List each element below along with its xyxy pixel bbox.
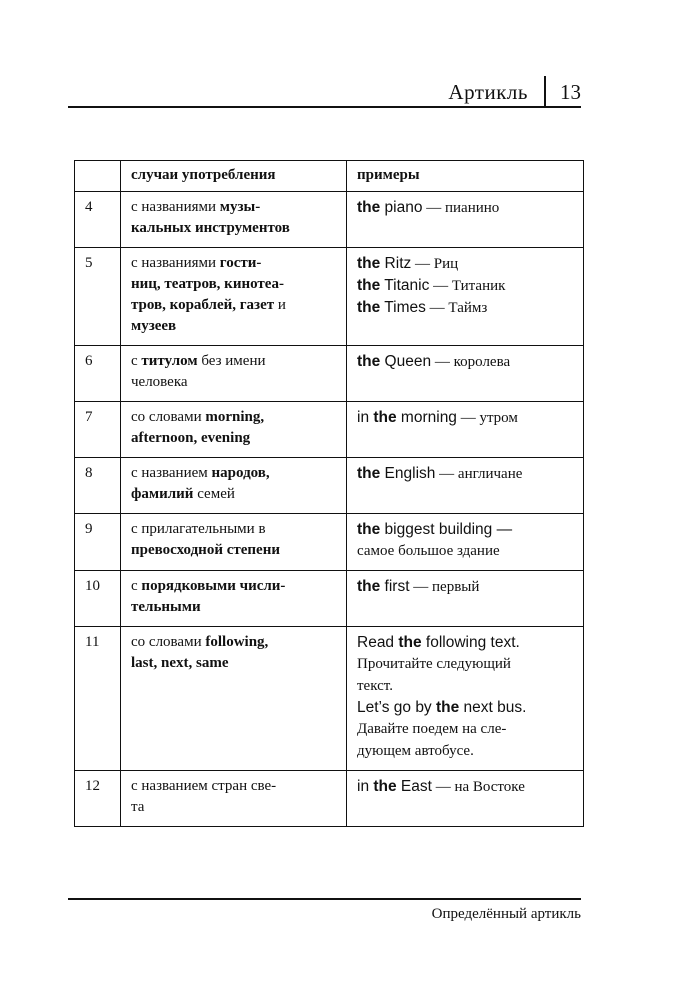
text-run: с прилагательными в bbox=[131, 521, 266, 537]
example-line bbox=[357, 740, 575, 762]
bold-term: народов, bbox=[211, 465, 270, 481]
example-line bbox=[357, 297, 575, 319]
table-row bbox=[75, 514, 584, 571]
table-row bbox=[75, 192, 584, 248]
bold-term: the bbox=[357, 299, 381, 316]
table-row bbox=[75, 458, 584, 514]
bold-term: превосходной степени bbox=[131, 542, 280, 558]
row-number: 9 bbox=[75, 514, 121, 571]
bold-term: the bbox=[357, 465, 381, 482]
row-number: 10 bbox=[75, 571, 121, 627]
example-line bbox=[357, 653, 575, 675]
bold-term: last, next, same bbox=[131, 655, 229, 671]
example-line bbox=[357, 675, 575, 697]
table-row bbox=[75, 627, 584, 771]
text-run: Прочитайте следующий bbox=[357, 656, 511, 672]
example-line bbox=[357, 776, 575, 798]
text-run: — Риц bbox=[411, 256, 459, 272]
text-run: та bbox=[131, 799, 145, 815]
text-run: с названием bbox=[131, 465, 212, 481]
text-run: с названиями bbox=[131, 255, 220, 271]
text-run: — англичане bbox=[435, 466, 523, 482]
text-run: — пианино bbox=[422, 200, 500, 216]
usage-examples bbox=[347, 771, 584, 827]
bold-term: the bbox=[373, 778, 397, 795]
chapter-title: Артикль bbox=[448, 80, 528, 104]
bold-term: тельными bbox=[131, 599, 201, 615]
row-number: 11 bbox=[75, 627, 121, 771]
example-line bbox=[357, 197, 575, 219]
text-run: in bbox=[357, 778, 374, 795]
article-usage-table bbox=[74, 160, 584, 827]
text-run: Let’s go by bbox=[357, 699, 436, 716]
text-run: — королева bbox=[431, 354, 511, 370]
bold-term: the bbox=[357, 353, 381, 370]
text-run: семей bbox=[193, 486, 235, 502]
usage-case bbox=[121, 627, 347, 771]
text-run: с названием стран све- bbox=[131, 778, 277, 794]
text-run: Read bbox=[357, 634, 399, 651]
usage-case bbox=[121, 346, 347, 402]
text-run: in bbox=[357, 409, 374, 426]
text-run: Давайте поедем на сле- bbox=[357, 721, 507, 737]
text-run: с bbox=[131, 578, 142, 594]
bold-term: порядковыми числи- bbox=[141, 578, 286, 594]
bold-term: титулом bbox=[141, 353, 198, 369]
header-examples: примеры bbox=[347, 161, 584, 192]
bold-term: the bbox=[357, 521, 381, 538]
text-run: — утром bbox=[456, 410, 518, 426]
usage-examples bbox=[347, 402, 584, 458]
running-footer: Определённый артикль bbox=[431, 906, 581, 922]
usage-examples bbox=[347, 458, 584, 514]
text-run: piano bbox=[380, 199, 423, 216]
row-number: 8 bbox=[75, 458, 121, 514]
bold-term: музеев bbox=[131, 318, 177, 334]
example-line bbox=[357, 718, 575, 740]
example-line bbox=[357, 407, 575, 429]
usage-case bbox=[121, 514, 347, 571]
text-run: с названиями bbox=[131, 199, 220, 215]
example-line bbox=[357, 576, 575, 598]
bold-term: the bbox=[398, 634, 422, 651]
page-number: 13 bbox=[560, 80, 581, 104]
example-line bbox=[357, 351, 575, 373]
header-rule bbox=[68, 106, 581, 108]
row-number: 4 bbox=[75, 192, 121, 248]
text-run: со словами bbox=[131, 634, 206, 650]
example-line bbox=[357, 253, 575, 275]
table-row bbox=[75, 248, 584, 346]
usage-examples bbox=[347, 248, 584, 346]
example-line bbox=[357, 540, 575, 562]
bold-term: ниц, театров, кинотеа- bbox=[131, 276, 284, 292]
example-line bbox=[357, 632, 575, 653]
usage-case bbox=[121, 402, 347, 458]
text-run: — на Востоке bbox=[431, 779, 525, 795]
usage-examples bbox=[347, 346, 584, 402]
text-run: following text. bbox=[421, 634, 520, 651]
text-run: Ritz bbox=[380, 255, 412, 272]
table-row bbox=[75, 771, 584, 827]
bold-term: the bbox=[373, 409, 397, 426]
text-run: человека bbox=[131, 374, 188, 390]
bold-term: afternoon, evening bbox=[131, 430, 251, 446]
usage-case bbox=[121, 458, 347, 514]
text-run: biggest building — bbox=[380, 521, 513, 538]
text-run: Titanic bbox=[380, 277, 430, 294]
bold-term: гости- bbox=[219, 255, 262, 271]
example-line bbox=[357, 697, 575, 718]
bold-term: the bbox=[436, 699, 460, 716]
footer-rule bbox=[68, 898, 581, 900]
bold-term: фамилий bbox=[131, 486, 194, 502]
example-line bbox=[357, 275, 575, 297]
text-run: и bbox=[274, 297, 286, 313]
bold-term: the bbox=[357, 255, 381, 272]
table-row bbox=[75, 571, 584, 627]
bold-term: кальных инструментов bbox=[131, 220, 290, 236]
text-run: Times bbox=[380, 299, 426, 316]
text-run: first bbox=[380, 578, 410, 595]
running-header bbox=[68, 74, 581, 108]
text-run: со словами bbox=[131, 409, 206, 425]
bold-term: morning, bbox=[205, 409, 265, 425]
text-run: с bbox=[131, 353, 142, 369]
bold-term: the bbox=[357, 578, 381, 595]
row-number: 12 bbox=[75, 771, 121, 827]
row-number: 5 bbox=[75, 248, 121, 346]
text-run: English bbox=[380, 465, 436, 482]
usage-case bbox=[121, 771, 347, 827]
usage-examples bbox=[347, 514, 584, 571]
example-line bbox=[357, 519, 575, 540]
text-run: без имени bbox=[197, 353, 266, 369]
header-cases: случаи употребления bbox=[121, 161, 347, 192]
row-number: 6 bbox=[75, 346, 121, 402]
text-run: Queen bbox=[380, 353, 432, 370]
row-number: 7 bbox=[75, 402, 121, 458]
usage-case bbox=[121, 571, 347, 627]
text-run: morning bbox=[396, 409, 457, 426]
text-run: — Титаник bbox=[429, 278, 506, 294]
example-line bbox=[357, 463, 575, 485]
bold-term: музы- bbox=[219, 199, 261, 215]
bold-term: following, bbox=[205, 634, 269, 650]
bold-term: the bbox=[357, 199, 381, 216]
usage-case bbox=[121, 192, 347, 248]
usage-examples bbox=[347, 571, 584, 627]
usage-examples bbox=[347, 627, 584, 771]
usage-examples bbox=[347, 192, 584, 248]
usage-case bbox=[121, 248, 347, 346]
table-body bbox=[75, 192, 584, 827]
text-run: текст. bbox=[357, 678, 393, 694]
text-run: — первый bbox=[409, 579, 480, 595]
text-run: дующем автобусе. bbox=[357, 743, 474, 759]
header-num bbox=[75, 161, 121, 192]
table-row bbox=[75, 402, 584, 458]
bold-term: the bbox=[357, 277, 381, 294]
header-separator bbox=[544, 76, 546, 106]
text-run: East bbox=[396, 778, 432, 795]
table-header-row bbox=[75, 161, 584, 192]
bold-term: тров, кораблей, газет bbox=[131, 297, 275, 313]
text-run: — Таймз bbox=[425, 300, 488, 316]
text-run: самое большое здание bbox=[357, 543, 500, 559]
text-run: next bus. bbox=[459, 699, 527, 716]
table-row bbox=[75, 346, 584, 402]
